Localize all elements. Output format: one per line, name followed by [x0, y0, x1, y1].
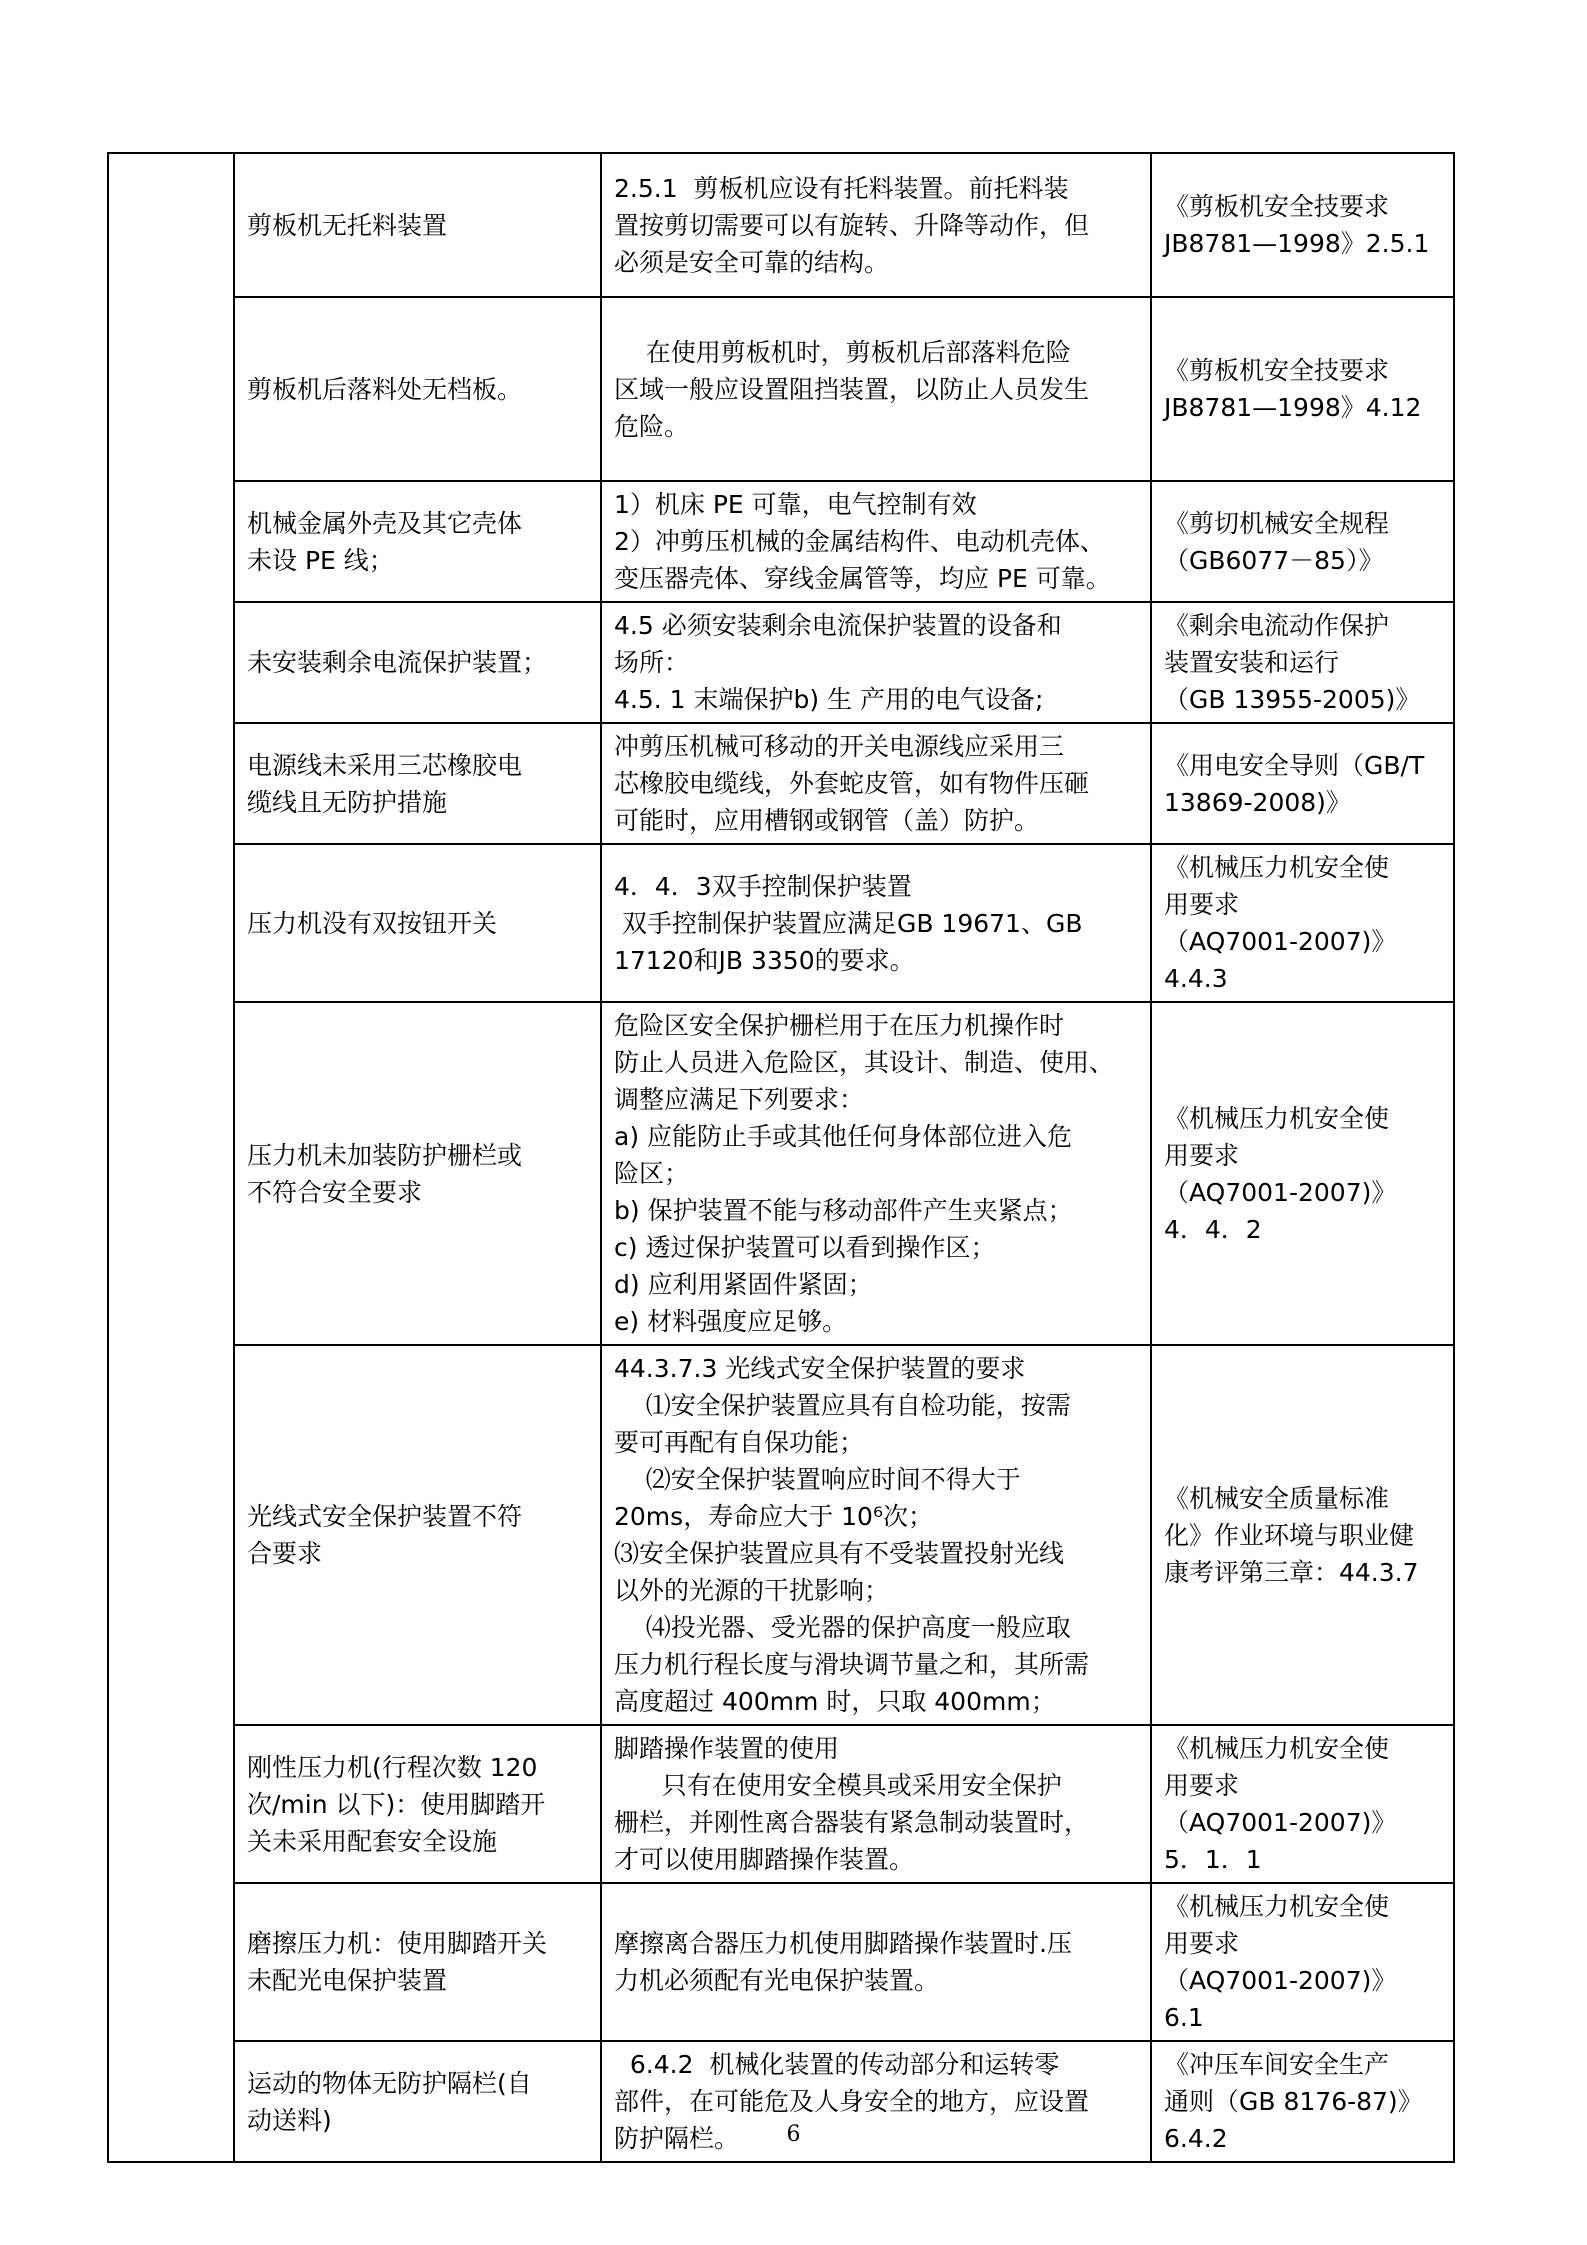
- requirement-line: 力机必须配有光电保护装置。: [614, 1966, 940, 1995]
- requirement-cell: [601, 844, 1151, 1002]
- requirement-cell: [601, 602, 1151, 723]
- reference-line: 《剪切机械安全规程: [1164, 508, 1390, 538]
- hazard-cell: [234, 1002, 601, 1345]
- requirement-line: ⑴安全保护装置应具有自检功能，按需: [614, 1391, 1071, 1420]
- hazard-cell: [234, 1883, 601, 2041]
- reference-line: 4.4.3: [1164, 964, 1228, 993]
- requirement-line: 2.5.1 剪板机应设有托料装置。前托料装: [614, 173, 1069, 203]
- requirement-line: a) 应能防止手或其他任何身体部位进入危: [614, 1122, 1073, 1151]
- reference-cell: [1151, 297, 1454, 481]
- requirement-line: 高度超过 400mm 时，只取 400mm；: [614, 1687, 1056, 1716]
- reference-cell: [1151, 1883, 1454, 2041]
- reference-line: 装置安装和运行: [1164, 648, 1340, 677]
- table-row: [108, 602, 1454, 723]
- requirement-cell: [601, 153, 1151, 297]
- requirement-line: 44.3.7.3 光线式安全保护装置的要求: [614, 1354, 1026, 1383]
- reference-line: 4．4．2: [1164, 1214, 1262, 1244]
- requirement-cell: [601, 723, 1151, 844]
- hazard-cell: [234, 481, 601, 602]
- requirement-line: 要可再配有自保功能；: [614, 1428, 865, 1457]
- hazard-line: 压力机未加装防护栅栏或: [247, 1140, 523, 1170]
- requirement-line: d) 应利用紧固件紧固；: [614, 1270, 873, 1299]
- requirement-line: b) 保护装置不能与移动部件产生夹紧点；: [614, 1196, 1073, 1225]
- hazard-cell: [234, 723, 601, 844]
- reference-line: 6.4.2: [1164, 2124, 1228, 2153]
- reference-cell: [1151, 1345, 1454, 1725]
- requirement-line: 危险区安全保护栅栏用于在压力机操作时: [614, 1011, 1065, 1040]
- reference-line: 13869-2008)》: [1164, 787, 1351, 817]
- reference-line: 《机械压力机安全使: [1164, 1892, 1390, 1921]
- hazard-line: 动送料): [247, 2105, 332, 2135]
- hazard-line: 不符合安全要求: [247, 1177, 423, 1207]
- table-row: [108, 153, 1454, 297]
- requirement-cell: [601, 481, 1151, 602]
- hazard-line: 未设 PE 线；: [247, 545, 394, 575]
- hazard-line: 缆线且无防护措施: [247, 787, 448, 817]
- requirement-line: 防止人员进入危险区，其设计、制造、使用、: [614, 1048, 1115, 1077]
- reference-line: 《冲压车间安全生产: [1164, 2050, 1390, 2079]
- hazard-cell: [234, 1345, 601, 1725]
- hazard-line: 压力机没有双按钮开关: [247, 908, 498, 938]
- requirement-line: e) 材料强度应足够。: [614, 1307, 848, 1336]
- hazard-line: 剪板机后落料处无档板。: [247, 374, 523, 404]
- reference-cell: [1151, 602, 1454, 723]
- reference-line: （GB 13955-2005)》: [1164, 685, 1421, 714]
- requirement-line: 危险。: [614, 411, 690, 441]
- requirement-line: 调整应满足下列要求：: [614, 1085, 865, 1114]
- requirement-line: 变压器壳体、穿线金属管等，均应 PE 可靠。: [614, 564, 1111, 593]
- requirement-line: 置按剪切需要可以有旋转、升降等动作，但: [614, 210, 1090, 240]
- hazard-line: 运动的物体无防护隔栏(自: [247, 2068, 532, 2098]
- requirement-line: ⑷投光器、受光器的保护高度一般应取: [614, 1613, 1071, 1642]
- requirement-line: 部件，在可能危及人身安全的地方，应设置: [614, 2087, 1090, 2116]
- requirement-line: 防护隔栏。: [614, 2124, 740, 2153]
- hazard-line: 光线式安全保护装置不符: [247, 1502, 523, 1531]
- reference-line: 用要求: [1164, 1929, 1240, 1958]
- requirement-line: 2）冲剪压机械的金属结构件、电动机壳体、: [614, 527, 1105, 556]
- reference-line: 《机械压力机安全使: [1164, 1734, 1390, 1763]
- requirement-line: 压力机行程长度与滑块调节量之和，其所需: [614, 1650, 1090, 1679]
- reference-line: （AQ7001-2007)》 6.1: [1164, 1966, 1405, 2032]
- requirement-line: 芯橡胶电缆线，外套蛇皮管，如有物件压砸: [614, 769, 1090, 798]
- reference-line: 用要求: [1164, 1140, 1240, 1170]
- hazard-cell: [234, 602, 601, 723]
- reference-line: 用要求: [1164, 1771, 1240, 1800]
- reference-line: 《剪板机安全技要求: [1164, 356, 1390, 385]
- reference-line: 用要求: [1164, 890, 1240, 919]
- inspection-table: [107, 152, 1455, 2163]
- requirement-line: 4．4．3双手控制保护装置: [614, 871, 912, 901]
- hazard-line: 电源线未采用三芯橡胶电: [247, 750, 523, 780]
- reference-line: （GB6077－85）》: [1164, 545, 1384, 575]
- reference-cell: [1151, 481, 1454, 602]
- requirement-cell: [601, 1883, 1151, 2041]
- reference-cell: [1151, 1002, 1454, 1345]
- table-row: [108, 481, 1454, 602]
- reference-line: 化》作业环境与职业健: [1164, 1520, 1415, 1550]
- reference-line: 《机械压力机安全使: [1164, 853, 1390, 882]
- reference-cell: [1151, 153, 1454, 297]
- requirement-cell: [601, 1002, 1151, 1345]
- requirement-line: 可能时，应用槽钢或钢管（盖）防护。: [614, 806, 1040, 835]
- requirement-line: 6.4.2 机械化装置的传动部分和运转零: [614, 2050, 1060, 2079]
- reference-cell: [1151, 844, 1454, 1002]
- reference-line: 康考评第三章：44.3.7: [1164, 1557, 1419, 1587]
- requirement-line: 1）机床 PE 可靠，电气控制有效: [614, 490, 977, 519]
- hazard-line: 未配光电保护装置: [247, 1966, 448, 1995]
- hazard-line: 磨擦压力机：使用脚踏开关: [247, 1929, 548, 1958]
- hazard-line: 合要求: [247, 1539, 323, 1568]
- requirement-line: 险区；: [614, 1159, 690, 1188]
- requirement-line: 栅栏，并刚性离合器装有紧急制动装置时，: [614, 1808, 1090, 1837]
- reference-line: 《机械安全质量标准: [1164, 1483, 1390, 1513]
- table-row: [108, 844, 1454, 1002]
- requirement-line: 才可以使用脚踏操作装置。: [614, 1845, 915, 1874]
- requirement-cell: [601, 297, 1151, 481]
- requirement-line: c) 透过保护装置可以看到操作区；: [614, 1233, 996, 1262]
- requirement-line: 场所：: [614, 648, 690, 677]
- requirement-line: 17120和JB 3350的要求。: [614, 945, 915, 975]
- requirement-line: 摩擦离合器压力机使用脚踏操作装置时.压: [614, 1929, 1072, 1958]
- reference-cell: [1151, 723, 1454, 844]
- table-row: [108, 1883, 1454, 2041]
- requirement-line: 冲剪压机械可移动的开关电源线应采用三: [614, 732, 1065, 761]
- hazard-line: 次/min 以下)：使用脚踏开: [247, 1789, 546, 1819]
- page-number: 6: [786, 2122, 801, 2147]
- requirement-line: ⑵安全保护装置响应时间不得大于: [614, 1465, 1021, 1494]
- reference-line: （AQ7001-2007)》: [1164, 1177, 1397, 1207]
- requirement-line: 区域一般应设置阻挡装置，以防止人员发生: [614, 374, 1090, 404]
- hazard-line: 关未采用配套安全设施: [247, 1826, 498, 1856]
- requirement-line: 双手控制保护装置应满足GB 19671、GB: [614, 908, 1083, 938]
- hazard-cell: [234, 153, 601, 297]
- requirement-line: 4.5. 1 末端保护b) 生 产用的电气设备;: [614, 685, 1044, 714]
- reference-line: 《机械压力机安全使: [1164, 1103, 1390, 1133]
- table-row: [108, 1002, 1454, 1345]
- requirement-line: 必须是安全可靠的结构。: [614, 247, 890, 277]
- requirement-line: ⑶安全保护装置应具有不受装置投射光线: [614, 1539, 1065, 1568]
- reference-line: 通则（GB 8176-87)》: [1164, 2087, 1423, 2116]
- requirement-line: 在使用剪板机时，剪板机后部落料危险: [614, 337, 1071, 367]
- requirement-line: 只有在使用安全模具或采用安全保护: [614, 1771, 1062, 1800]
- requirement-line: 以外的光源的干扰影响；: [614, 1576, 890, 1605]
- hazard-line: 机械金属外壳及其它壳体: [247, 508, 523, 538]
- requirement-line: 脚踏操作装置的使用: [614, 1734, 840, 1763]
- table-row: [108, 1345, 1454, 1725]
- reference-line: （AQ7001-2007)》: [1164, 927, 1397, 956]
- hazard-line: 剪板机无托料装置: [247, 210, 448, 240]
- reference-line: （AQ7001-2007)》: [1164, 1808, 1397, 1837]
- requirement-cell: [601, 1725, 1151, 1883]
- reference-line: JB8781—1998》2.5.1: [1164, 229, 1430, 258]
- requirement-cell: [601, 1345, 1151, 1725]
- reference-line: 《剩余电流动作保护: [1164, 611, 1390, 640]
- reference-line: JB8781—1998》4.12: [1164, 393, 1422, 422]
- hazard-cell: [234, 297, 601, 481]
- table-row: [108, 1725, 1454, 1883]
- reference-cell: [1151, 1725, 1454, 1883]
- reference-line: 5．1．1: [1164, 1845, 1262, 1874]
- hazard-cell: [234, 1725, 601, 1883]
- category-cell: [108, 153, 234, 2162]
- hazard-line: 刚性压力机(行程次数 120: [247, 1752, 538, 1782]
- table-row: [108, 723, 1454, 844]
- reference-line: 《用电安全导则（GB/T: [1164, 750, 1425, 780]
- table-body: [108, 153, 1454, 2162]
- hazard-cell: [234, 844, 601, 1002]
- reference-line: 《剪板机安全技要求: [1164, 192, 1390, 221]
- requirement-line: 20ms，寿命应大于 10⁶次；: [614, 1502, 933, 1531]
- table-row: [108, 297, 1454, 481]
- requirement-line: 4.5 必须安装剩余电流保护装置的设备和: [614, 611, 1062, 640]
- hazard-line: 未安装剩余电流保护装置；: [247, 648, 548, 677]
